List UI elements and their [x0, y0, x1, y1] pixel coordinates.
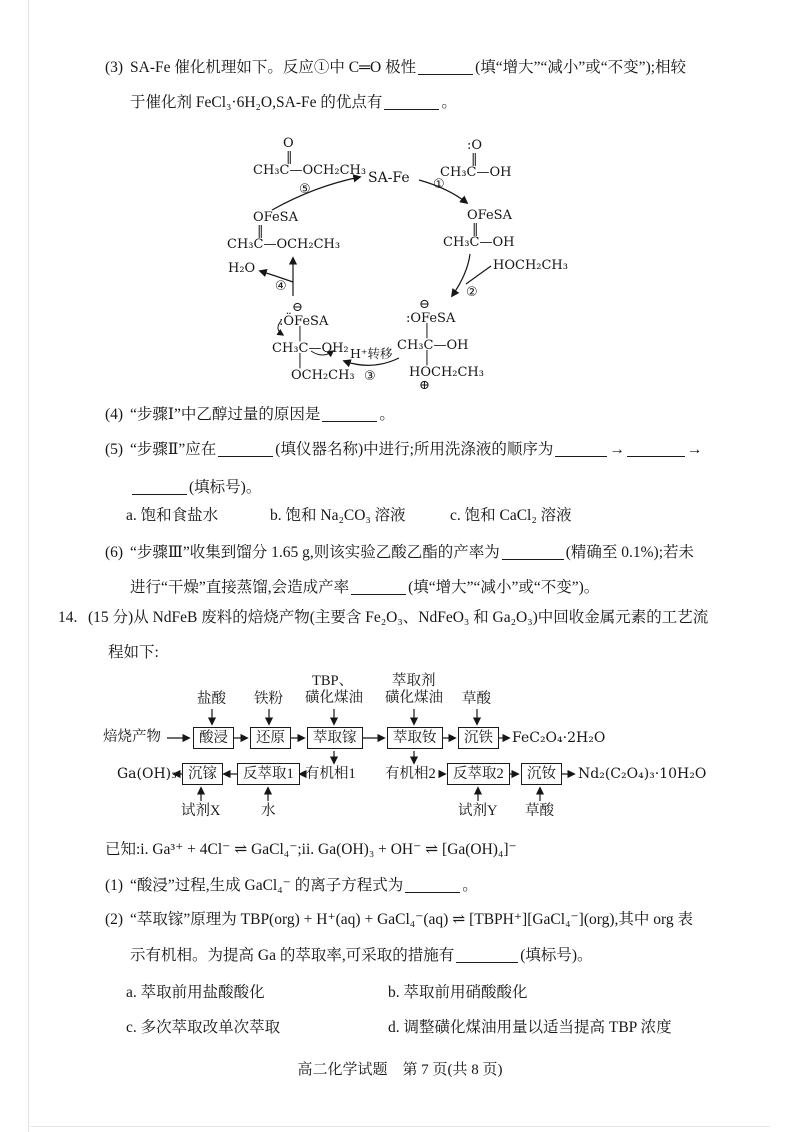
step-1-label: ①	[433, 177, 445, 192]
organic-phase-1-label: 有机相1	[305, 766, 356, 782]
formula-line: │	[423, 351, 431, 366]
formula-line: HOCH₂CH₃	[409, 364, 484, 380]
formula-line: :O	[467, 138, 483, 153]
wash-option-a: a. 饱和食盐水	[126, 507, 219, 524]
question-14-line1	[58, 608, 708, 628]
answer-blank	[456, 947, 518, 964]
product-gallium-hydroxide: Ga(OH)₃	[117, 766, 177, 782]
question-6-line1	[105, 543, 694, 563]
question-14-2-line2	[130, 946, 593, 966]
question-text: (填标号)。	[520, 947, 593, 964]
question-number: (5)	[105, 441, 124, 458]
box-back-extraction-1: 反萃取1	[237, 763, 300, 785]
structure-acetic-acid	[440, 139, 511, 180]
formula-line: │	[296, 327, 304, 342]
answer-blank	[502, 544, 564, 561]
formula-line: │	[296, 354, 304, 369]
feed-label: 焙烧产物	[103, 729, 161, 745]
arrow-text: →	[609, 441, 625, 458]
question-text: 进行“干燥”直接蒸馏,会造成产率	[130, 579, 350, 596]
question-number: (1)	[105, 877, 124, 894]
input-hydrochloric-acid: 盐酸	[197, 691, 226, 707]
formula-line: :ÖFeSA	[279, 313, 329, 329]
option-c: c. 多次萃取改单次萃取	[126, 1019, 281, 1036]
formula-line: CH₃C—OCH₂CH₃	[253, 163, 367, 178]
box-extract-neodymium: 萃取钕	[387, 727, 443, 749]
question-14-2-line1	[105, 910, 693, 930]
input-reagent-y: 试剂Y	[458, 803, 498, 819]
formula-line: O	[283, 136, 294, 151]
box-extract-gallium: 萃取镓	[307, 727, 363, 749]
formula-line: :OFeSA	[406, 310, 456, 326]
formula-line: │	[423, 324, 431, 339]
water-leaving-label: H₂O	[228, 261, 256, 276]
formula-line: CH₃C—OH	[443, 235, 515, 250]
question-text: “步骤Ⅱ”应在	[130, 441, 217, 458]
step-2-label: ②	[466, 285, 478, 300]
structure-ethyl-acetate	[253, 137, 366, 178]
answer-blank	[351, 579, 406, 596]
question-6-line2	[130, 578, 599, 598]
question-text: “步骤Ⅰ”中乙醇过量的原因是	[130, 406, 321, 423]
question-14-1-line	[105, 876, 478, 896]
question-text: 。	[441, 94, 457, 111]
known-info-line: 已知:i. Ga³⁺ + 4Cl⁻ ⇌ GaCl₄⁻;ii. Ga(OH)₃ + OH⁻ ⇌ [Ga(OH)₄]⁻	[105, 841, 517, 858]
question-3-line2	[130, 93, 457, 113]
formula-line: ⊖	[419, 297, 430, 312]
question-text: SA-Fe 催化机理如下。反应①中 C═O 极性	[130, 59, 417, 76]
box-precipitate-iron: 沉铁	[458, 727, 499, 749]
input-tbp-line2: 磺化煤油	[305, 690, 363, 706]
question-text: (填仪器名称)中进行;所用洗涤液的顺序为	[275, 441, 554, 458]
formula-line: ‖	[472, 221, 479, 237]
option-d: d. 调整磺化煤油用量以适当提高 TBP 浓度	[388, 1019, 672, 1036]
formula-line: CH₃C—OH	[397, 337, 469, 353]
question-text: 。	[379, 406, 395, 423]
step-4-label: ④	[275, 279, 287, 294]
proton-transfer-label: H⁺转移	[350, 346, 393, 361]
formula-line: OCH₂CH₃	[291, 367, 355, 383]
question-4-line	[105, 405, 395, 425]
formula-line: CH₃C—OCH₂CH₃	[227, 237, 341, 252]
box-precipitate-gallium: 沉镓	[182, 763, 223, 785]
question-text: 于催化剂 FeCl₃·6H₂O,SA-Fe 的优点有	[130, 94, 383, 111]
answer-blank	[418, 59, 473, 76]
formula-line: OFeSA	[467, 208, 512, 223]
formula-line: ‖	[257, 223, 264, 239]
formula-line: ⊖	[292, 300, 303, 315]
answer-blank	[384, 94, 439, 111]
answer-blank	[555, 441, 607, 458]
input-oxalic-acid-1: 草酸	[462, 691, 491, 707]
catalyst-label: SA-Fe	[368, 170, 410, 186]
question-text: 示有机相。为提高 Ga 的萃取率,可采取的措施有	[130, 947, 455, 964]
structure-ester-intermediate-left	[227, 211, 340, 252]
formula-line: CH₃C—OH₂	[272, 340, 349, 356]
wash-option-c: c. 饱和 CaCl₂ 溶液	[450, 507, 572, 524]
formula-line: OFeSA	[253, 210, 298, 225]
ethanol-entering-label: HOCH₂CH₃	[493, 258, 568, 273]
question-number: (6)	[105, 544, 124, 561]
box-acid-leaching: 酸浸	[193, 727, 234, 749]
step-3-label: ③	[364, 369, 376, 384]
question-text: 程如下:	[108, 644, 159, 661]
question-number: 14.	[58, 609, 78, 626]
input-oxalic-acid-2: 草酸	[525, 803, 554, 819]
wash-option-b: b. 饱和 Na₂CO₃ 溶液	[270, 507, 406, 524]
input-tbp-line1: TBP、	[312, 673, 354, 689]
arrow-text: →	[686, 441, 703, 458]
question-14-line2	[108, 643, 159, 663]
answer-blank	[132, 479, 187, 496]
step-5-label: ⑤	[299, 182, 311, 197]
formula-line: ‖	[286, 149, 293, 165]
box-back-extraction-2: 反萃取2	[447, 763, 510, 785]
question-3-line1	[105, 58, 686, 78]
box-precipitate-neodymium: 沉钕	[521, 763, 562, 785]
question-text: (填“增大”“减小”或“不变”);相较	[475, 59, 687, 76]
product-neodymium-oxalate: Nd₂(C₂O₄)₃·10H₂O	[578, 766, 707, 782]
structure-tetrahedral-left	[272, 301, 355, 382]
question-text: (填标号)。	[189, 479, 262, 496]
question-5-line2	[130, 478, 261, 498]
page-footer: 高二化学试题 第 7 页(共 8 页)	[297, 1062, 503, 1078]
option-b: b. 萃取前用硝酸酸化	[388, 984, 528, 1001]
question-text: (精确至 0.1%);若未	[565, 544, 695, 561]
formula-line: CH₃C—OH	[440, 165, 512, 180]
question-number: (3)	[105, 59, 124, 76]
input-extractant-line1: 萃取剂	[392, 673, 436, 689]
question-text: “萃取镓”原理为 TBP(org) + H⁺(aq) + GaCl₄⁻(aq) ⇌ [TBPH⁺][GaCl₄⁻](org),其中 org 表	[130, 911, 694, 928]
question-text: (填“增大”“减小”或“不变”)。	[408, 579, 600, 596]
option-a: a. 萃取前用盐酸酸化	[126, 984, 265, 1001]
answer-blank	[322, 406, 377, 423]
input-iron-powder: 铁粉	[254, 691, 283, 707]
process-flowchart	[0, 663, 800, 838]
question-number: (4)	[105, 406, 124, 423]
structure-tetrahedral-right	[397, 298, 484, 393]
question-5-line1	[105, 440, 702, 460]
question-text: “酸浸”过程,生成 GaCl₄⁻ 的离子方程式为	[130, 877, 404, 894]
mechanism-diagram	[0, 130, 800, 408]
formula-line: ‖	[471, 151, 478, 167]
answer-blank	[405, 877, 460, 894]
input-extractant-line2: 磺化煤油	[385, 690, 443, 706]
product-iron-oxalate: FeC₂O₄·2H₂O	[512, 730, 606, 746]
answer-blank	[218, 441, 273, 458]
question-text: (15 分)从 NdFeB 废料的焙烧产物(主要含 Fe₂O₃、NdFeO₃ 和 Ga₂O₃)中回收金属元素的工艺流	[88, 609, 709, 626]
formula-line: ⊕	[419, 378, 430, 393]
question-text: 。	[462, 877, 478, 894]
question-text: “步骤Ⅲ”收集到馏分 1.65 g,则该实验乙酸乙酯的产率为	[130, 544, 500, 561]
question-number: (2)	[105, 911, 124, 928]
answer-blank	[627, 441, 685, 458]
input-reagent-x: 试剂X	[181, 803, 221, 819]
scan-edge-bottom	[30, 1126, 770, 1127]
organic-phase-2-label: 有机相2	[385, 766, 436, 782]
structure-acyl-intermediate-right	[443, 209, 514, 250]
input-water: 水	[261, 803, 276, 819]
box-reduction: 还原	[250, 727, 291, 749]
